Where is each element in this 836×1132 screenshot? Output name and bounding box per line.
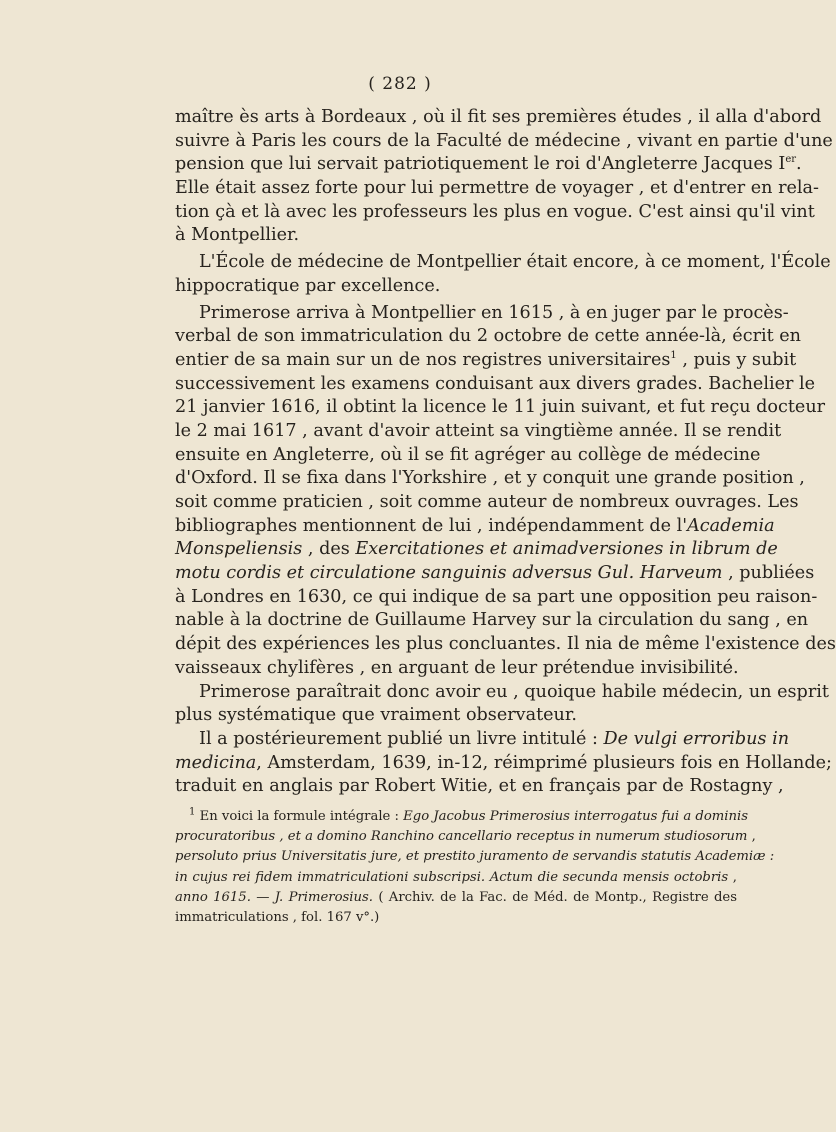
footnote-marker: 1 [670, 350, 677, 362]
body-line [175, 251, 831, 275]
italic-text: Monspeliensis [175, 539, 303, 560]
body-line [175, 609, 809, 633]
text-run: entier de sa main sur un de nos registres universitaires [175, 349, 671, 370]
text-run: En voici la formule intégrale : [195, 808, 404, 824]
text-run: tion çà et là avec les professeurs les plus en vogue. C'est ainsi qu'il vint [175, 201, 815, 222]
text-run: bibliographes mentionnent de lui , indépendamment de l' [175, 515, 688, 536]
text-run: . [796, 154, 802, 175]
text-run: le 2 mai 1617 , avant d'avoir atteint sa vingtième année. Il se rendit [175, 420, 782, 441]
body-line [175, 681, 829, 705]
body-line [175, 586, 818, 610]
text-run: plus systématique que vraiment observateur. [175, 705, 577, 726]
text-run: maître ès arts à Bordeaux , où il fit ses premières études , il alla d'abord [175, 107, 822, 127]
body-line [175, 420, 782, 444]
footnote-line [175, 827, 756, 847]
body-line [175, 130, 833, 154]
text-run: ensuite en Angleterre, où il se fit agréger au collège de médecine [175, 444, 761, 465]
text-run: , puis y subit [676, 349, 797, 370]
italic-text: Exercitationes et animadversiones in librum de [355, 539, 778, 560]
main-paragraphs [175, 106, 836, 799]
body-line [175, 373, 816, 397]
body-line [175, 752, 832, 776]
text-run: L'École de médecine de Montpellier était encore, à ce moment, l'École [199, 252, 831, 273]
text-run: dépit des expériences les plus concluantes. Il nia de même l'existence des [175, 634, 836, 655]
footnote-line [175, 908, 737, 928]
text-run: Primerose paraîtrait donc avoir eu , quoique habile médecin, un esprit [199, 681, 829, 702]
body-line [175, 657, 737, 681]
footnote-line [175, 868, 737, 888]
text-run: verbal de son immatriculation du 2 octobre de cette année-là, écrit en [175, 326, 802, 347]
body-line [175, 106, 822, 130]
body-line [175, 538, 778, 562]
text-run: d'Oxford. Il se fixa dans l'Yorkshire , et y conquit une grande position , [175, 468, 805, 489]
footnote [175, 806, 775, 928]
footnote-marker: 1 [189, 806, 196, 818]
italic-text: Ego Jacobus Primerosius interrogatus fui a dominis [403, 808, 748, 824]
text-run: Elle était assez forte pour lui permettre de voyager , et d'entrer en rela- [175, 178, 819, 199]
italic-text: persoluto prius Universitatis jure, et prestito juramento de servandis statutis Academiæ : [175, 849, 775, 865]
text-run: , publiées [722, 563, 815, 584]
footnote-line [175, 806, 748, 827]
text-run: immatriculations , fol. 167 v°.) [175, 909, 380, 925]
text-run: à Montpellier. [175, 225, 300, 246]
italic-text: Academia [687, 515, 775, 536]
italic-text: J. Primerosius. [274, 889, 373, 905]
body-line [175, 704, 737, 728]
body-line [175, 325, 802, 349]
body-line [175, 562, 815, 586]
body-line [175, 396, 826, 420]
body-line [175, 349, 797, 373]
text-run: suivre à Paris les cours de la Faculté de médecine , vivant en partie d'une [175, 130, 833, 151]
text-run: pension que lui servait patriotiquement le roi d'Angleterre Jacques I [175, 154, 786, 175]
body-line [175, 491, 799, 515]
body-line [175, 728, 790, 752]
text-run: à Londres en 1630, ce qui indique de sa part une opposition peu raison- [175, 586, 818, 607]
body-line [175, 224, 737, 248]
text-run: , des [302, 539, 356, 560]
body-line [175, 177, 819, 201]
italic-text: in cujus rei fidem immatriculationi subscripsi. Actum die secunda mensis octobris [175, 869, 729, 885]
text-run: Primerose arriva à Montpellier en 1615 , à en juger par le procès- [199, 302, 789, 323]
text-run: ( Archiv. de la Fac. de Méd. de Montp., Registre des [372, 889, 737, 905]
italic-text: anno 1615. [175, 889, 251, 905]
text-run: Il a postérieurement publié un livre intitulé : [199, 728, 604, 749]
text-run: 21 janvier 1616, il obtint la licence le 11 juin suivant, et fut reçu docteur [175, 397, 826, 418]
text-run: , [747, 829, 756, 845]
italic-text: medicina [175, 752, 257, 773]
body-line [175, 201, 815, 225]
body-line [175, 153, 802, 177]
italic-text: motu cordis et circulatione sanguinis adversus Gul. Harveum [175, 563, 723, 584]
footnote-line [175, 888, 737, 908]
body-line [175, 515, 775, 539]
body-line [175, 275, 737, 299]
text-run: nable à la doctrine de Guillaume Harvey sur la circulation du sang , en [175, 610, 809, 631]
footnote-marker: er [785, 154, 797, 166]
text-run: soit comme praticien , soit comme auteur de nombreux ouvrages. Les [175, 492, 799, 512]
italic-text: De vulgi erroribus in [603, 728, 790, 749]
text-run: successivement les examens conduisant aux divers grades. Bachelier le [175, 373, 816, 394]
text-run: — [250, 889, 275, 905]
body-line [175, 444, 761, 468]
text-run: hippocratique par excellence. [175, 275, 441, 296]
body-line [175, 775, 784, 799]
footnote-line [175, 847, 775, 867]
body-line [175, 467, 805, 491]
body-text [175, 106, 836, 928]
text-run: vaisseaux chylifères , en arguant de leur prétendue invisibilité. [175, 657, 739, 678]
text-run: , Amsterdam, 1639, in-12, réimprimé plusieurs fois en Hollande; [256, 752, 832, 773]
text-run: traduit en anglais par Robert Witie, et en français par de Rostagny , [175, 776, 784, 797]
body-line [175, 633, 836, 657]
body-line [175, 302, 789, 326]
text-run: , [728, 869, 737, 885]
page-number: ( 282 ) [368, 74, 432, 94]
italic-text: procuratoribus , et a domino Ranchino cancellario receptus in numerum studiosorum [175, 829, 748, 845]
